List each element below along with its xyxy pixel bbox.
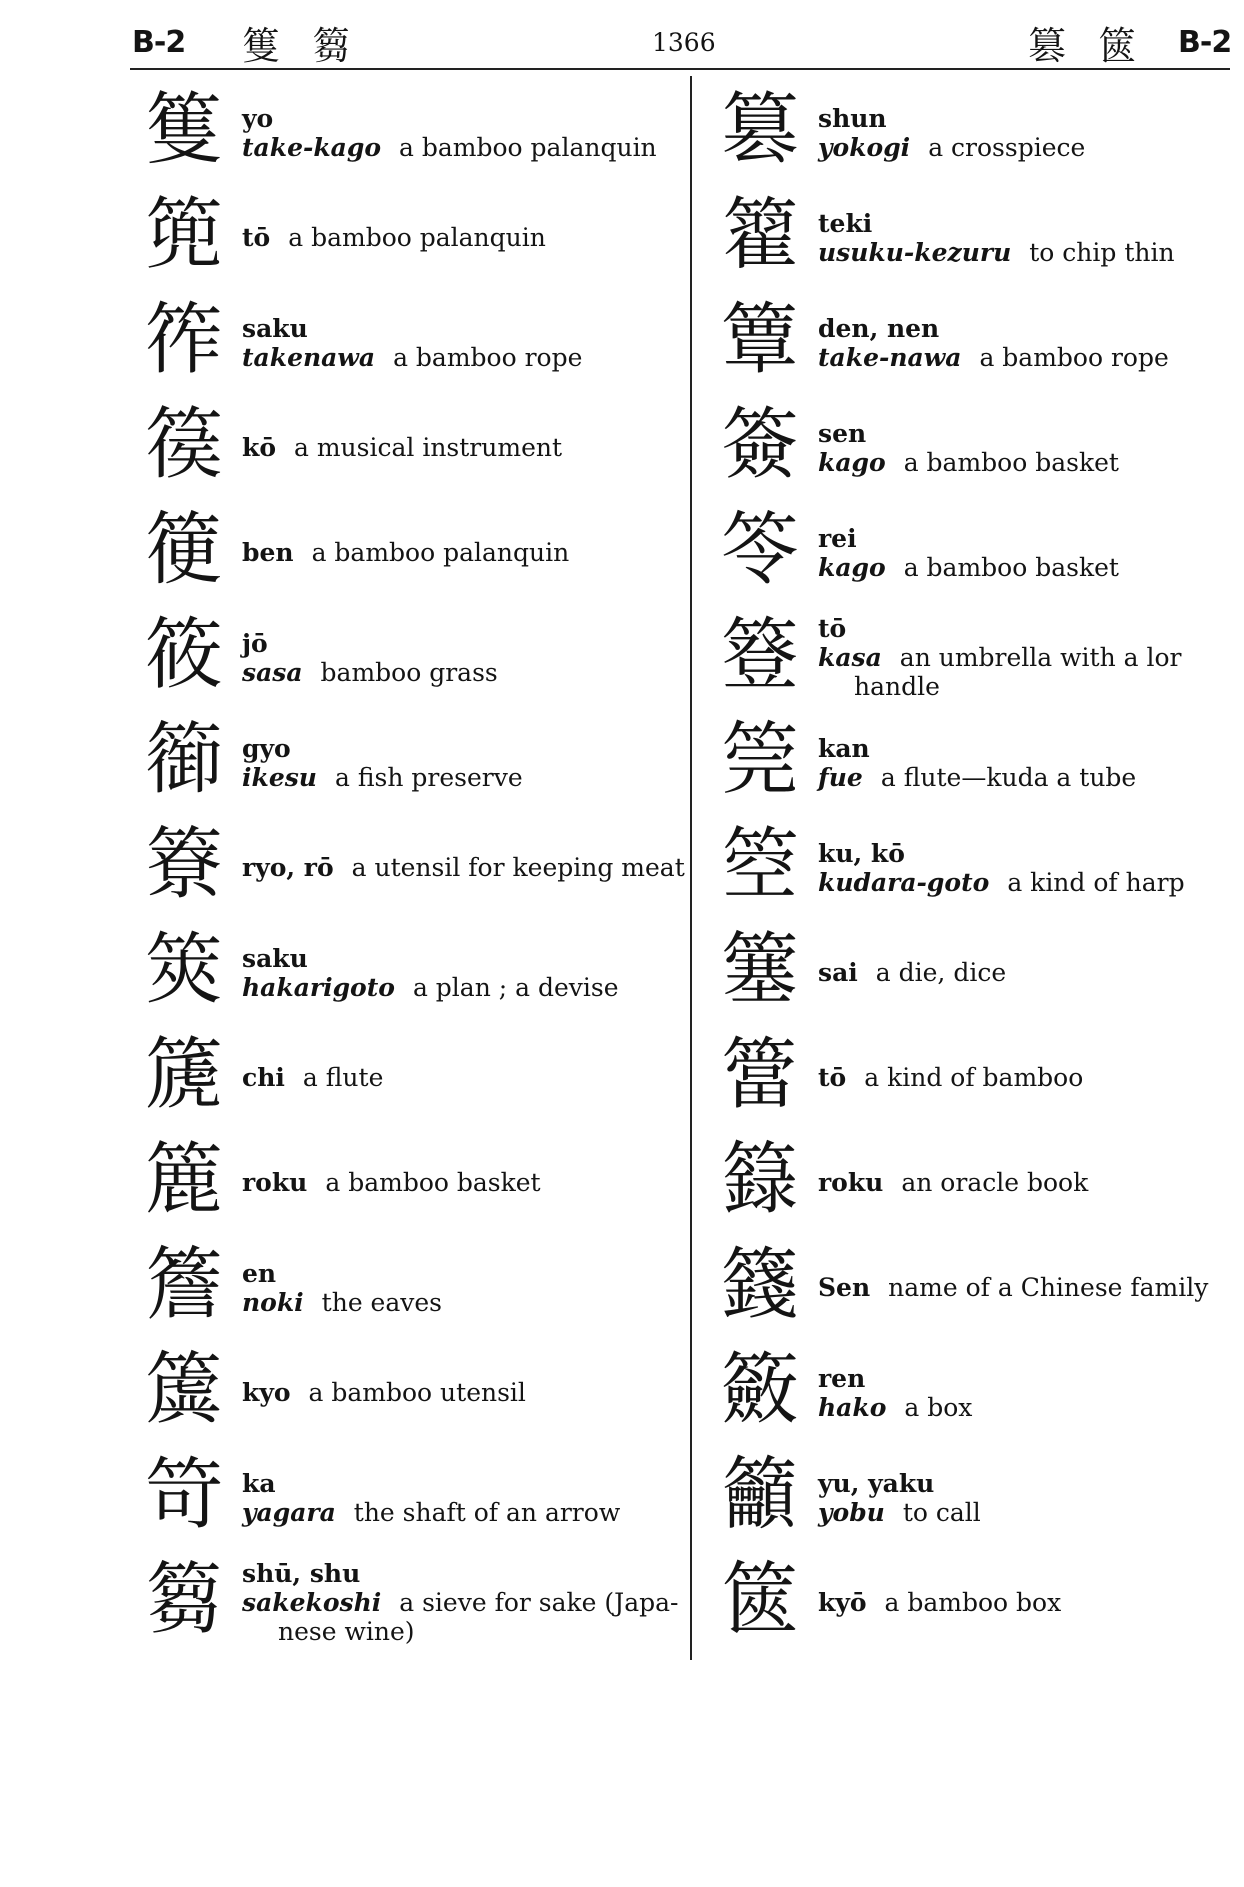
entry-text (818, 1130, 1226, 1235)
gloss-line (242, 853, 685, 882)
entry-japanese-word: hakarigoto (242, 972, 395, 1002)
gloss-line (242, 763, 680, 792)
entry-text (242, 1235, 680, 1340)
entry-reading: yu, yaku (818, 1468, 935, 1498)
entry-reading: sai (818, 958, 858, 987)
guide-characters-right: 篡 篋 (1028, 23, 1147, 68)
entry-kanji: 篌 (144, 400, 223, 490)
entry-meaning: a kind of bamboo (864, 1063, 1084, 1092)
reading-line (818, 1364, 1226, 1393)
meaning-continuation: handle (854, 672, 940, 701)
gloss-line (242, 1168, 680, 1197)
left-column (132, 80, 685, 1655)
dictionary-entry (132, 185, 680, 290)
entry-reading: Sen (818, 1273, 871, 1302)
entry-text (242, 1340, 680, 1445)
entry-kanji: 箜 (720, 820, 799, 910)
gloss-line (818, 343, 1226, 372)
dictionary-entry (132, 290, 680, 395)
reading-line (242, 1259, 680, 1288)
entry-kanji: 箯 (144, 505, 223, 595)
entry-text (242, 1445, 680, 1550)
entry-meaning: a bamboo basket (903, 552, 1119, 582)
column-divider (690, 76, 692, 1660)
entry-kanji: 篋 (720, 1555, 799, 1645)
entry-meaning: a kind of harp (1007, 867, 1185, 897)
entry-text (818, 500, 1226, 605)
entry-meaning: a fish preserve (334, 762, 523, 792)
entry-meaning: a flute (302, 1063, 384, 1092)
dictionary-entry (132, 1130, 680, 1235)
entry-meaning: a crosspiece (928, 132, 1086, 162)
dictionary-entry (708, 395, 1226, 500)
dictionary-entry (132, 920, 680, 1025)
entry-reading: den, nen (818, 313, 940, 343)
entry-text (818, 290, 1226, 395)
entry-text (242, 1025, 680, 1130)
entry-meaning: a sieve for sake (Japa- (399, 1588, 679, 1617)
entry-meaning: a bamboo basket (325, 1168, 541, 1197)
entry-reading: sen (818, 418, 867, 448)
dictionary-entry (708, 80, 1226, 185)
entry-text (242, 395, 680, 500)
entry-meaning: a bamboo rope (979, 342, 1169, 372)
entry-text (818, 1445, 1226, 1550)
entry-kanji: 籊 (720, 190, 799, 280)
gloss-line (242, 1378, 680, 1407)
entry-japanese-word: ikesu (242, 762, 317, 792)
reading-line (242, 629, 680, 658)
dictionary-entry (132, 1340, 680, 1445)
entry-kanji: 簦 (720, 610, 799, 700)
right-column (708, 80, 1226, 1655)
dictionary-entry (708, 500, 1226, 605)
entry-meaning: a bamboo rope (393, 342, 583, 372)
entry-japanese-word: sasa (242, 657, 303, 687)
page-number: 1366 (652, 27, 716, 57)
gloss-line (242, 538, 680, 567)
gloss-line (818, 763, 1226, 792)
entry-kanji: 笭 (720, 505, 799, 595)
section-code-right: B-2 (1178, 24, 1232, 60)
entry-kanji: 簟 (720, 295, 799, 385)
entry-reading: rei (818, 523, 857, 553)
entry-kanji: 筦 (720, 715, 799, 805)
entry-text (242, 605, 680, 710)
entry-text (818, 395, 1226, 500)
dictionary-entry (708, 1550, 1226, 1655)
entry-meaning: a bamboo palanquin (399, 132, 657, 162)
entry-meaning: a die, dice (875, 958, 1007, 987)
reading-line (818, 839, 1226, 868)
entry-japanese-word: usuku-kezuru (818, 237, 1012, 267)
entry-kanji: 筱 (144, 610, 223, 700)
entry-text (818, 1025, 1226, 1130)
entry-kanji: 簷 (144, 1240, 223, 1330)
dictionary-entry (708, 815, 1226, 920)
entry-meaning: a bamboo basket (903, 447, 1119, 477)
entry-reading: tō (818, 614, 847, 643)
entry-text (818, 185, 1226, 290)
entry-japanese-word: yagara (242, 1497, 336, 1527)
entry-meaning: an umbrella with a lor (899, 643, 1182, 672)
entry-text (818, 920, 1226, 1025)
entry-kanji: 簝 (144, 820, 223, 910)
entry-kanji: 篪 (144, 1030, 223, 1120)
dictionary-entry (708, 605, 1226, 710)
entry-kanji: 籲 (720, 1450, 799, 1540)
entry-reading: roku (818, 1168, 884, 1197)
dictionary-entry (132, 1445, 680, 1550)
entry-text (818, 1235, 1226, 1340)
reading-line (818, 524, 1226, 553)
entry-reading: teki (818, 208, 873, 238)
entry-kanji: 籢 (720, 1345, 799, 1435)
entry-japanese-word: yokogi (818, 132, 911, 162)
entry-text (242, 1130, 680, 1235)
reading-line (242, 1559, 680, 1588)
entry-text (242, 290, 680, 395)
entry-meaning: a bamboo utensil (308, 1378, 526, 1407)
entry-reading: ryo, rō (242, 853, 334, 882)
entry-reading: roku (242, 1168, 308, 1197)
entry-kanji: 篼 (144, 190, 223, 280)
gloss-line (242, 973, 680, 1002)
reading-line (242, 314, 680, 343)
entry-reading: shū, shu (242, 1559, 361, 1588)
entry-meaning: a bamboo box (884, 1588, 1062, 1617)
entry-kanji: 筰 (144, 295, 223, 385)
dictionary-entry (132, 1025, 680, 1130)
entry-meaning: an oracle book (901, 1168, 1089, 1197)
gloss-line (818, 868, 1226, 897)
dictionary-entry (132, 710, 680, 815)
gloss-line (818, 448, 1226, 477)
dictionary-entry (708, 1025, 1226, 1130)
gloss-line (818, 1393, 1226, 1422)
reading-line (818, 614, 1226, 643)
gloss-line (818, 958, 1226, 987)
reading-line (242, 944, 680, 973)
entry-japanese-word: hako (818, 1392, 887, 1422)
entry-reading: tō (242, 223, 271, 252)
dictionary-entry (132, 395, 680, 500)
entry-reading: gyo (242, 733, 291, 763)
entry-kanji: 簹 (720, 1030, 799, 1120)
entry-kanji: 簏 (144, 1135, 223, 1225)
entry-text (818, 1550, 1226, 1655)
gloss-line (242, 658, 680, 687)
entry-reading: saku (242, 313, 308, 343)
entry-reading: shun (818, 103, 887, 133)
entry-reading: saku (242, 943, 308, 973)
dictionary-entry (132, 500, 680, 605)
gloss-line (242, 343, 680, 372)
entry-reading: ku, kō (818, 838, 905, 868)
entry-meaning: the shaft of an arrow (353, 1497, 621, 1527)
entry-meaning: to chip thin (1029, 237, 1175, 267)
entry-reading: chi (242, 1063, 285, 1092)
gloss-line (818, 238, 1226, 267)
reading-line (818, 104, 1226, 133)
entry-meaning: a musical instrument (294, 433, 563, 462)
entry-kanji: 篘 (144, 1555, 223, 1645)
gloss-line (242, 433, 680, 462)
gloss-line (818, 1498, 1226, 1527)
dictionary-entry (708, 185, 1226, 290)
entry-kanji: 篡 (720, 85, 799, 175)
entry-reading: kyo (242, 1378, 291, 1407)
entry-text (242, 815, 685, 920)
gloss-line (818, 1168, 1226, 1197)
gloss-line (818, 1588, 1226, 1617)
dictionary-entry (132, 1235, 680, 1340)
dictionary-entry (708, 1130, 1226, 1235)
entry-reading: kō (242, 433, 276, 462)
entry-meaning: name of a Chinese family (888, 1273, 1209, 1302)
gloss-line (818, 1273, 1226, 1302)
entry-text (818, 605, 1226, 710)
entry-japanese-word: takenawa (242, 342, 376, 372)
entry-japanese-word: kago (818, 552, 886, 582)
reading-line (818, 314, 1226, 343)
header-rule (130, 68, 1230, 70)
gloss-line (242, 1498, 680, 1527)
entry-kanji: 簴 (144, 1345, 223, 1435)
gloss-line (242, 1288, 680, 1317)
entry-text (242, 500, 680, 605)
gloss-line (818, 643, 1226, 672)
entry-text (818, 1340, 1226, 1445)
entry-kanji: 筴 (144, 925, 223, 1015)
entry-japanese-word: kasa (818, 643, 882, 672)
reading-line (242, 734, 680, 763)
entry-text (818, 815, 1226, 920)
guide-characters-left: 篗 篘 (242, 23, 361, 68)
meaning-continuation: nese wine) (278, 1617, 415, 1646)
gloss-line (242, 1588, 680, 1617)
entry-meaning: a bamboo palanquin (288, 223, 546, 252)
entry-japanese-word: take-nawa (818, 342, 962, 372)
gloss-line (242, 223, 680, 252)
entry-japanese-word: kudara-goto (818, 867, 990, 897)
entry-japanese-word: yobu (818, 1497, 885, 1527)
entry-meaning: a plan ; a devise (412, 972, 619, 1002)
dictionary-entry (708, 1445, 1226, 1550)
gloss-line (242, 133, 680, 162)
entry-meaning: a box (904, 1392, 973, 1422)
entry-meaning: bamboo grass (320, 657, 498, 687)
entry-kanji: 篗 (144, 85, 223, 175)
entry-reading: ben (242, 538, 294, 567)
reading-line (242, 104, 680, 133)
dictionary-entry (708, 1340, 1226, 1445)
entry-kanji: 簽 (720, 400, 799, 490)
entry-reading: ka (242, 1468, 276, 1498)
dictionary-entry (708, 290, 1226, 395)
entry-text (242, 1550, 680, 1655)
entry-reading: yo (242, 103, 274, 133)
entry-text (242, 710, 680, 815)
entry-meaning: a utensil for keeping meat (351, 853, 685, 882)
entry-kanji: 籛 (720, 1240, 799, 1330)
entry-japanese-word: take-kago (242, 132, 382, 162)
section-code-left: B-2 (132, 24, 186, 60)
reading-line (818, 419, 1226, 448)
entry-text (242, 185, 680, 290)
entry-reading: kyō (818, 1588, 867, 1617)
gloss-line (818, 553, 1226, 582)
entry-kanji: 簺 (720, 925, 799, 1015)
entry-text (818, 710, 1226, 815)
reading-line (818, 1469, 1226, 1498)
entry-kanji: 篽 (144, 715, 223, 805)
entry-reading: en (242, 1258, 277, 1288)
dictionary-entry (132, 605, 680, 710)
entry-meaning: a flute—kuda a tube (880, 762, 1137, 792)
entry-reading: ren (818, 1363, 866, 1393)
entry-text (242, 80, 680, 185)
reading-line (818, 209, 1226, 238)
entry-japanese-word: fue (818, 762, 863, 792)
entry-kanji: 笴 (144, 1450, 223, 1540)
reading-line (242, 1469, 680, 1498)
entry-reading: jō (242, 628, 268, 658)
dictionary-entry (132, 80, 680, 185)
entry-text (242, 920, 680, 1025)
entry-text (818, 80, 1226, 185)
reading-line (818, 734, 1226, 763)
entry-japanese-word: kago (818, 447, 886, 477)
gloss-line (818, 133, 1226, 162)
dictionary-entry (132, 1550, 680, 1655)
entry-reading: kan (818, 733, 870, 763)
entry-japanese-word: noki (242, 1287, 304, 1317)
dictionary-entry (708, 920, 1226, 1025)
entry-kanji: 籙 (720, 1135, 799, 1225)
entry-reading: tō (818, 1063, 847, 1092)
entry-japanese-word: sakekoshi (242, 1588, 382, 1617)
entry-meaning: the eaves (321, 1287, 443, 1317)
entry-meaning: to call (902, 1497, 981, 1527)
entry-meaning: a bamboo palanquin (311, 538, 570, 567)
gloss-line (818, 1063, 1226, 1092)
dictionary-entry (708, 710, 1226, 815)
dictionary-entry (708, 1235, 1226, 1340)
gloss-line (242, 1063, 680, 1092)
dictionary-entry (132, 815, 685, 920)
